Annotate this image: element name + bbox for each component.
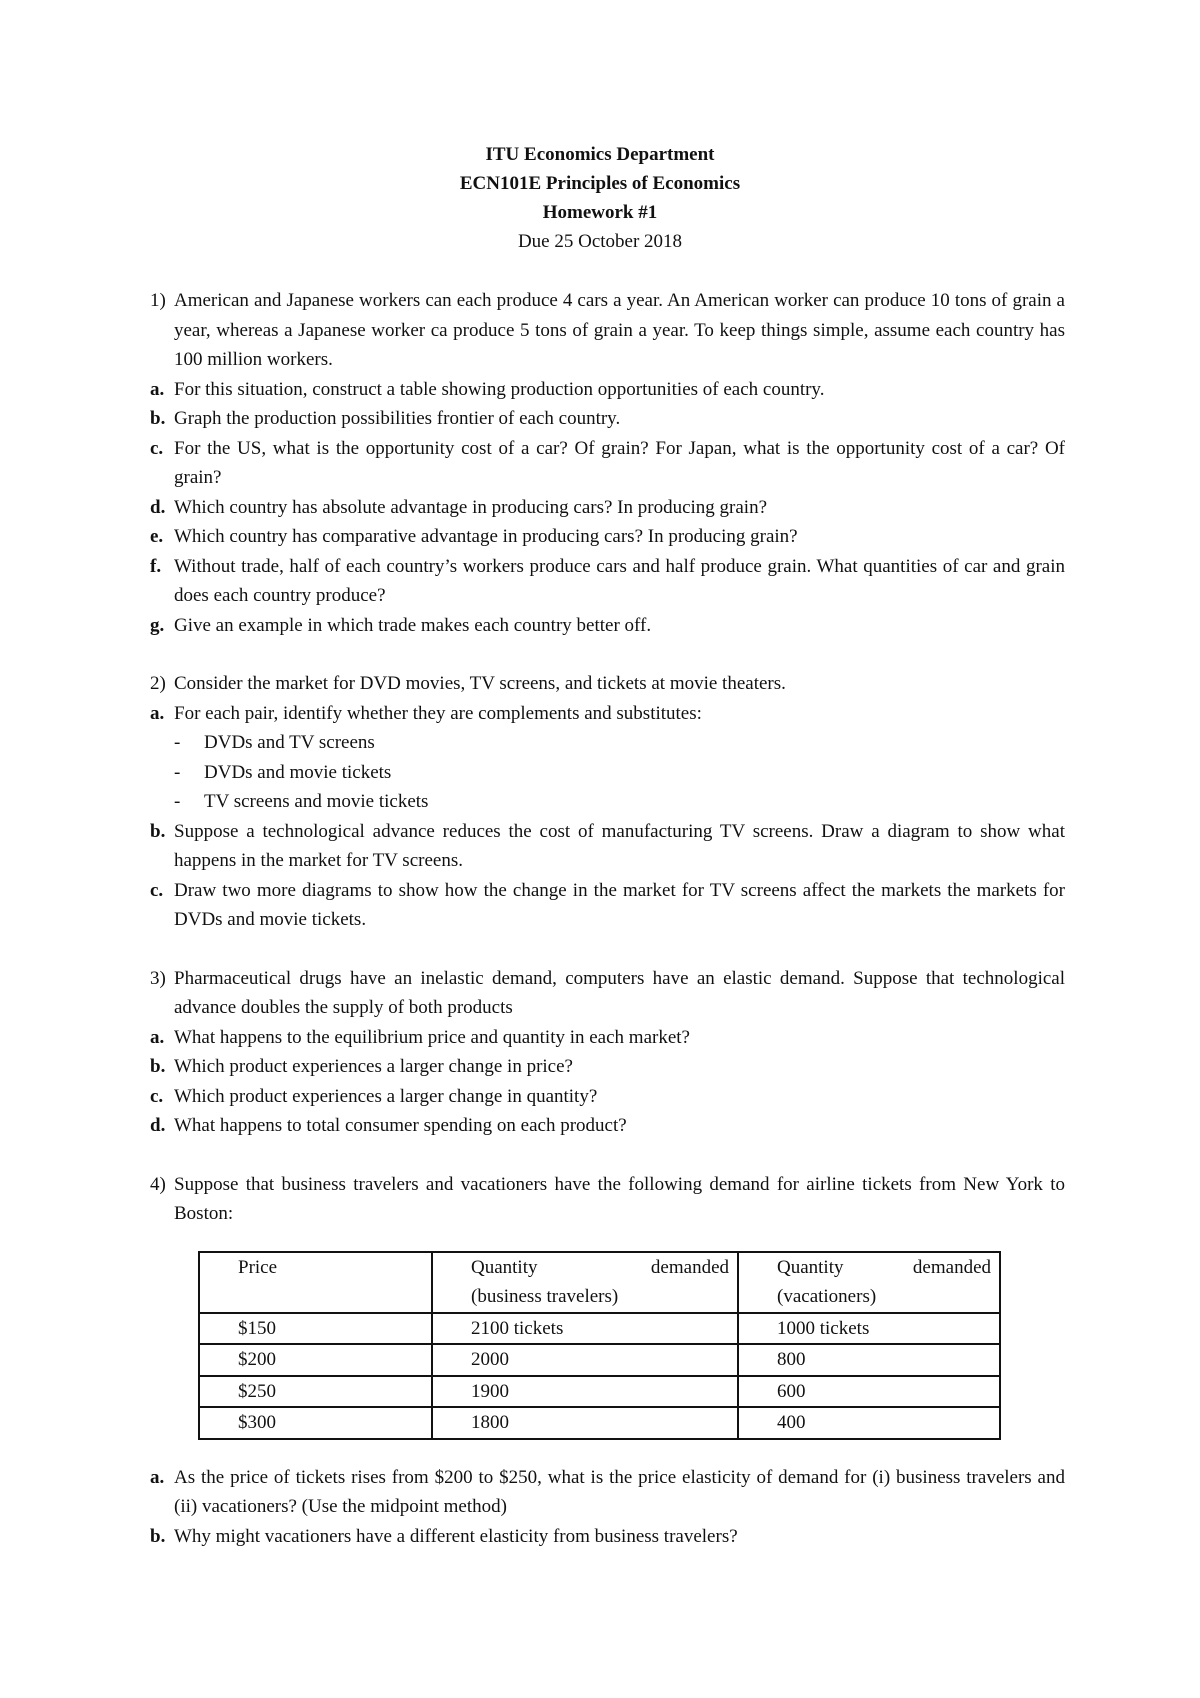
question-part: e. Which country has comparative advantage in producing cars? In producing grain? (150, 526, 798, 547)
demand-table (198, 1251, 1001, 1440)
question-part: a. What happens to the equilibrium price and quantity in each market? (150, 1026, 690, 1048)
header-price: Price (199, 1252, 432, 1313)
question-part: d. Which country has absolute advantage in producing cars? In producing grain? (150, 496, 768, 518)
question-text: American and Japanese workers can each produce 4 cars a year. An American worker can produce 10 tons of grain a year, whereas a Japanese worker ca produce 5 tons of grain a year. To keep things simple, assume each country has 100 million workers. (174, 290, 1065, 370)
question-part: b. Which product experiences a larger change in price? (150, 1056, 573, 1077)
question-part: b. Why might vacationers have a different elasticity from business travelers? (150, 1525, 738, 1547)
question-1 (150, 286, 1065, 640)
department-title: ITU Economics Department (485, 144, 715, 165)
question-number: 1) (150, 290, 166, 311)
question-4-stem (150, 1170, 1065, 1229)
question-3 (150, 964, 1065, 1141)
question-text: Consider the market for DVD movies, TV screens, and tickets at movie theaters. (174, 673, 786, 694)
bullet-item: - DVDs and TV screens (174, 732, 375, 753)
document-header (0, 140, 1200, 256)
question-1-stem (150, 286, 1065, 375)
document-body (150, 286, 1065, 1551)
table-row: $250 1900 600 (199, 1376, 1000, 1408)
header-vacationers: Quantity demanded (vacationers) (738, 1252, 1000, 1313)
question-part: b. Suppose a technological advance reduces the cost of manufacturing TV screens. Draw a diagram to show what happens in the market for TV screens. (150, 820, 1065, 871)
question-part: c. For the US, what is the opportunity cost of a car? Of grain? For Japan, what is the opportunity cost of a car? Of grain? (150, 437, 1065, 488)
question-3-stem (150, 964, 1065, 1023)
table-row: $200 2000 800 (199, 1344, 1000, 1376)
question-4 (150, 1170, 1065, 1552)
table-row: $300 1800 400 (199, 1407, 1000, 1439)
question-part: f. Without trade, half of each country’s workers produce cars and half produce grain. What quantities of car and grain does each country produce? (150, 555, 1065, 606)
question-part: a. As the price of tickets rises from $200 to $250, what is the price elasticity of demand for (i) business travelers and (ii) vacationers? (Use the midpoint method) (150, 1466, 1065, 1517)
question-text: Suppose that business travelers and vacationers have the following demand for airline tickets from New York to Boston: (174, 1173, 1065, 1224)
question-part: c. Which product experiences a larger change in quantity? (150, 1085, 598, 1107)
due-date: Due 25 October 2018 (517, 231, 683, 252)
bullet-item: - TV screens and movie tickets (174, 791, 429, 812)
homework-title: Homework #1 (542, 202, 658, 223)
question-part: a. For each pair, identify whether they are complements and substitutes: (150, 702, 702, 724)
question-part: g. Give an example in which trade makes each country better off. (150, 614, 652, 636)
table-row: $150 2100 tickets 1000 tickets (199, 1313, 1000, 1345)
header-business: Quantity demanded (business travelers) (432, 1252, 738, 1313)
course-title: ECN101E Principles of Economics (459, 173, 741, 194)
table-header-row (199, 1252, 1000, 1313)
question-part: b. Graph the production possibilities frontier of each country. (150, 408, 621, 429)
question-part: d. What happens to total consumer spending on each product? (150, 1115, 627, 1136)
question-text: Pharmaceutical drugs have an inelastic demand, computers have an elastic demand. Suppose that technological advance doubles the supply of both products (174, 967, 1065, 1018)
question-number: 2) (150, 673, 166, 694)
question-part: c. Draw two more diagrams to show how the change in the market for TV screens affect the markets the markets for DVDs and movie tickets. (150, 879, 1065, 930)
question-2-stem (150, 669, 1065, 699)
bullet-item: - DVDs and movie tickets (174, 761, 392, 783)
question-number: 3) (150, 967, 166, 989)
question-2 (150, 669, 1065, 935)
question-number: 4) (150, 1173, 166, 1195)
question-part: a. For this situation, construct a table showing production opportunities of each country. (150, 378, 825, 400)
